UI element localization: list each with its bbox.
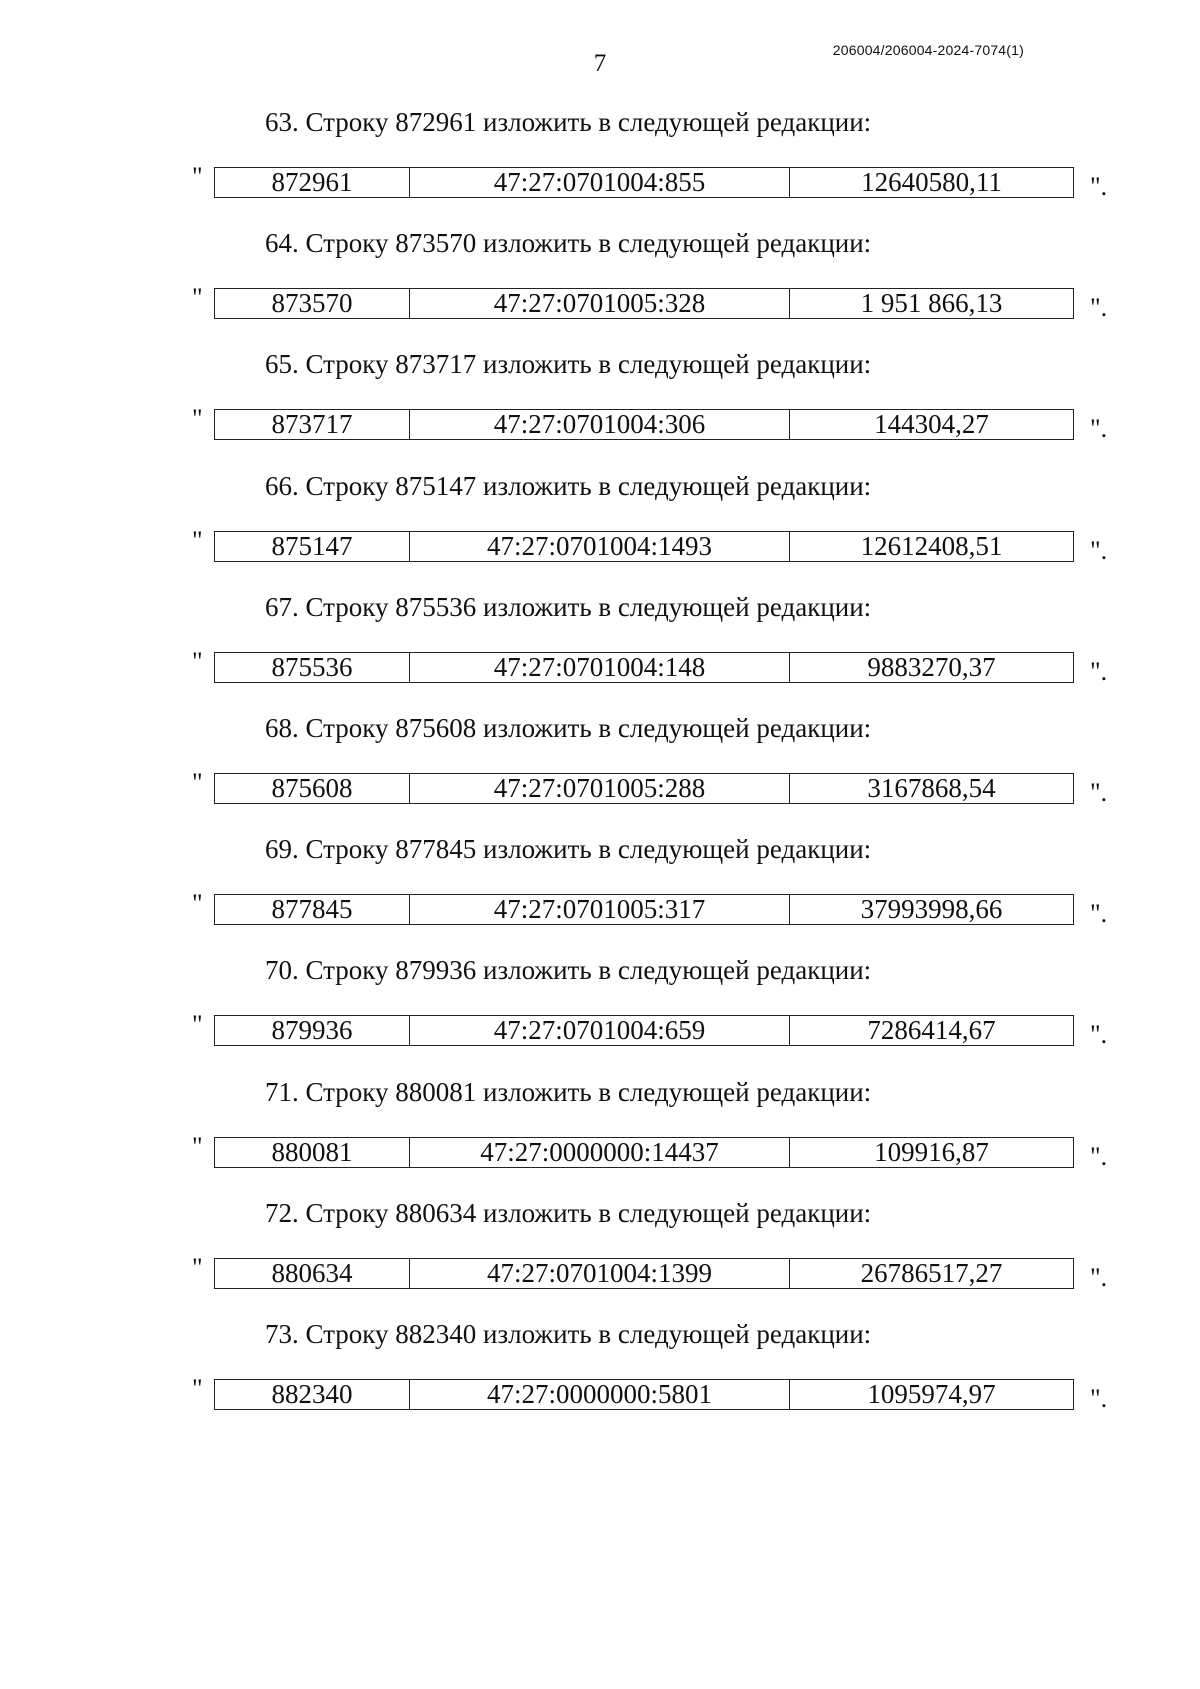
cadastral-number-cell: 47:27:0701004:659 [410,1016,790,1045]
cadastral-number-cell: 47:27:0000000:14437 [410,1138,790,1167]
amendment-text: 71. Строку 880081 изложить в следующей редакции: [265,1076,872,1107]
amendment-text: 65. Строку 873717 изложить в следующей редакции: [265,349,872,380]
amendment-entry [0,1074,1200,1174]
amendment-entry [0,225,1200,325]
cadastral-number-cell: 47:27:0701004:1493 [410,532,790,561]
closing-quote: ". [1090,1141,1108,1171]
opening-quote: " [192,1252,203,1282]
value-cell: 144304,27 [874,409,989,440]
amendment-text: 72. Строку 880634 изложить в следующей редакции: [265,1197,872,1228]
amendment-table-row [214,773,1074,804]
cadastral-number-cell: 47:27:0701005:288 [410,774,790,803]
opening-quote: " [192,1010,203,1040]
closing-quote: ". [1090,778,1108,807]
value-cell: 1095974,97 [867,1379,996,1409]
closing-quote: ". [1090,414,1108,444]
closing-quote: ". [1090,1020,1108,1050]
row-number-cell: 873570 [215,289,410,318]
amendment-entry [0,1195,1200,1295]
cadastral-number-cell: 47:27:0701004:855 [410,168,790,197]
row-number-cell: 880634 [215,1259,410,1288]
row-number-cell: 875147 [215,532,410,561]
row-number-cell: 875536 [215,653,410,682]
value-cell: 1 951 866,13 [860,288,1003,319]
amendment-text: 64. Строку 873570 изложить в следующей редакции: [265,228,872,259]
closing-quote: ". [1090,293,1108,323]
amendment-entry [0,468,1200,568]
row-number-cell: 880081 [215,1138,410,1167]
closing-quote: ". [1090,1384,1108,1413]
amendment-table-row [214,409,1074,440]
cadastral-number-cell: 47:27:0701004:306 [410,410,790,439]
value-cell: 12612408,51 [860,530,1003,561]
amendment-entry [0,1316,1200,1416]
opening-quote: " [192,889,203,919]
opening-quote: " [192,1374,203,1403]
row-number-cell: 882340 [215,1380,410,1409]
row-number-cell: 877845 [215,895,410,924]
amendment-entry [0,952,1200,1052]
value-cell: 9883270,37 [867,651,996,682]
amendment-text: 66. Строку 875147 изложить в следующей редакции: [265,470,872,501]
opening-quote: " [192,1131,203,1161]
amendment-entry [0,710,1200,810]
amendment-table-row [214,652,1074,683]
amendment-table-row [214,1137,1074,1168]
closing-quote: ". [1090,172,1108,201]
row-number-cell: 873717 [215,410,410,439]
value-cell: 7286414,67 [867,1015,996,1046]
amendment-table-row [214,288,1074,319]
cadastral-number-cell: 47:27:0000000:5801 [410,1380,790,1409]
amendment-entry [0,589,1200,689]
row-number-cell: 879936 [215,1016,410,1045]
amendment-entry [0,346,1200,446]
amendment-table-row [214,1015,1074,1046]
document-id: 206004/206004-2024-7074(1) [832,42,1024,58]
opening-quote: " [192,404,203,434]
cadastral-number-cell: 47:27:0701004:148 [410,653,790,682]
cadastral-number-cell: 47:27:0701005:328 [410,289,790,318]
amendment-entry [0,104,1200,204]
amendment-table-row [214,531,1074,562]
value-cell: 12640580,11 [861,167,1002,197]
amendment-text: 70. Строку 879936 изложить в следующей редакции: [265,955,872,986]
row-number-cell: 875608 [215,774,410,803]
cadastral-number-cell: 47:27:0701004:1399 [410,1259,790,1288]
closing-quote: ". [1090,535,1108,565]
opening-quote: " [192,525,203,555]
cadastral-number-cell: 47:27:0701005:317 [410,895,790,924]
amendment-table-row [214,1379,1074,1410]
opening-quote: " [192,646,203,676]
amendment-entry [0,831,1200,931]
amendment-text: 67. Строку 875536 изложить в следующей редакции: [265,591,872,622]
closing-quote: ". [1090,899,1108,929]
value-cell: 37993998,66 [860,894,1003,925]
amendment-text: 68. Строку 875608 изложить в следующей редакции: [265,713,872,743]
opening-quote: " [192,283,203,313]
value-cell: 109916,87 [874,1136,989,1167]
closing-quote: ". [1090,1262,1108,1292]
amendment-table-row [214,167,1074,198]
page-number: 7 [593,50,607,77]
value-cell: 3167868,54 [867,773,996,803]
amendment-text: 63. Строку 872961 изложить в следующей редакции: [265,107,872,137]
closing-quote: ". [1090,656,1108,686]
opening-quote: " [192,162,203,191]
amendment-table-row [214,894,1074,925]
amendment-text: 69. Строку 877845 изложить в следующей редакции: [265,834,872,865]
opening-quote: " [192,768,203,797]
amendment-table-row [214,1258,1074,1289]
amendment-text: 73. Строку 882340 изложить в следующей редакции: [265,1319,872,1349]
value-cell: 26786517,27 [860,1257,1003,1288]
row-number-cell: 872961 [215,168,410,197]
